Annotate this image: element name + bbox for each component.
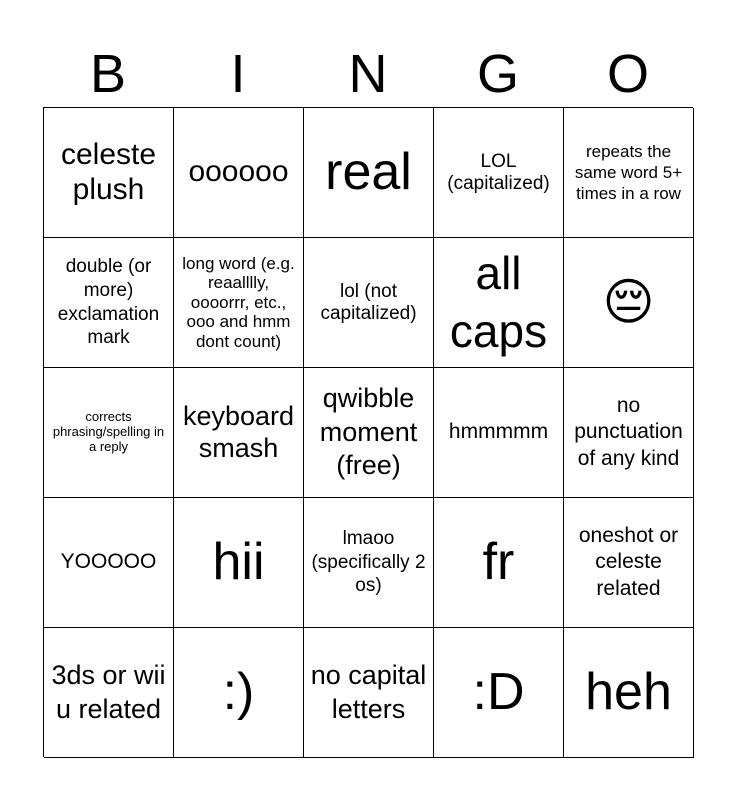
- bingo-cell-r1c4[interactable]: [434, 108, 564, 238]
- pensive-face-icon: 😔: [602, 273, 655, 330]
- cell-label: oneshot or celeste related: [578, 524, 679, 600]
- cell-label: no capital letters: [310, 659, 427, 724]
- bingo-cell-r1c3[interactable]: [304, 108, 434, 238]
- bingo-board: [43, 107, 693, 757]
- header-letter-i: I: [230, 44, 246, 104]
- header-letter-n: N: [348, 44, 388, 104]
- bingo-cell-r4c1[interactable]: [44, 498, 174, 628]
- cell-label: fr: [482, 532, 515, 591]
- header-letter-b: B: [89, 44, 127, 104]
- header-letter-g: G: [476, 44, 519, 104]
- header-letter-o: O: [606, 44, 649, 104]
- bingo-cell-r2c2[interactable]: [174, 238, 304, 368]
- cell-label: corrects phrasing/spelling in a reply: [52, 409, 165, 454]
- bingo-cell-r3c5[interactable]: [564, 368, 694, 498]
- cell-label: repeats the same word 5+ times in a row: [574, 141, 683, 204]
- bingo-cell-r5c1[interactable]: [44, 628, 174, 758]
- bingo-cell-r4c3[interactable]: [304, 498, 434, 628]
- cell-label: oooooo: [188, 155, 289, 189]
- cell-label: heh: [585, 662, 672, 721]
- cell-label: :): [222, 662, 255, 721]
- bingo-cell-r4c4[interactable]: [434, 498, 564, 628]
- bingo-cell-r5c4[interactable]: [434, 628, 564, 758]
- bingo-cell-r5c2[interactable]: [174, 628, 304, 758]
- bingo-cell-r2c1[interactable]: [44, 238, 174, 368]
- cell-label: LOL (capitalized): [447, 150, 550, 194]
- cell-label: keyboard smash: [182, 401, 295, 463]
- cell-label: 3ds or wii u related: [51, 659, 166, 724]
- bingo-cell-r4c5[interactable]: [564, 498, 694, 628]
- cell-label: long word (e.g. reaalllly, oooorrr, etc., ooo and hmm dont count): [182, 253, 295, 351]
- cell-label: lol (not capitalized): [320, 280, 417, 324]
- bingo-cell-r2c4[interactable]: [434, 238, 564, 368]
- bingo-cell-r2c3[interactable]: [304, 238, 434, 368]
- bingo-cell-r3c1[interactable]: [44, 368, 174, 498]
- cell-label: qwibble moment (free): [319, 382, 418, 481]
- cell-label: lmaoo (specifically 2 os): [311, 527, 426, 597]
- cell-label: hii: [212, 532, 265, 591]
- bingo-header: [43, 40, 693, 108]
- bingo-cell-r4c2[interactable]: [174, 498, 304, 628]
- bingo-cell-r5c5[interactable]: [564, 628, 694, 758]
- bingo-cell-r3c4[interactable]: [434, 368, 564, 498]
- cell-label: :D: [472, 662, 525, 721]
- bingo-cell-r5c3[interactable]: [304, 628, 434, 758]
- cell-label: double (or more) exclamation mark: [57, 256, 160, 349]
- cell-label: real: [325, 142, 412, 201]
- bingo-cell-r2c5[interactable]: [564, 238, 694, 368]
- cell-label: YOOOOO: [60, 550, 157, 574]
- bingo-cell-r3c2[interactable]: [174, 368, 304, 498]
- bingo-cell-r1c1[interactable]: [44, 108, 174, 238]
- cell-label: no punctuation of any kind: [574, 394, 683, 470]
- bingo-cell-r1c5[interactable]: [564, 108, 694, 238]
- bingo-cell-r3c3[interactable]: [304, 368, 434, 498]
- bingo-cell-r1c2[interactable]: [174, 108, 304, 238]
- cell-label: celeste plush: [60, 138, 157, 206]
- cell-label: hmmmmm: [448, 420, 549, 444]
- cell-label: all caps: [449, 247, 548, 357]
